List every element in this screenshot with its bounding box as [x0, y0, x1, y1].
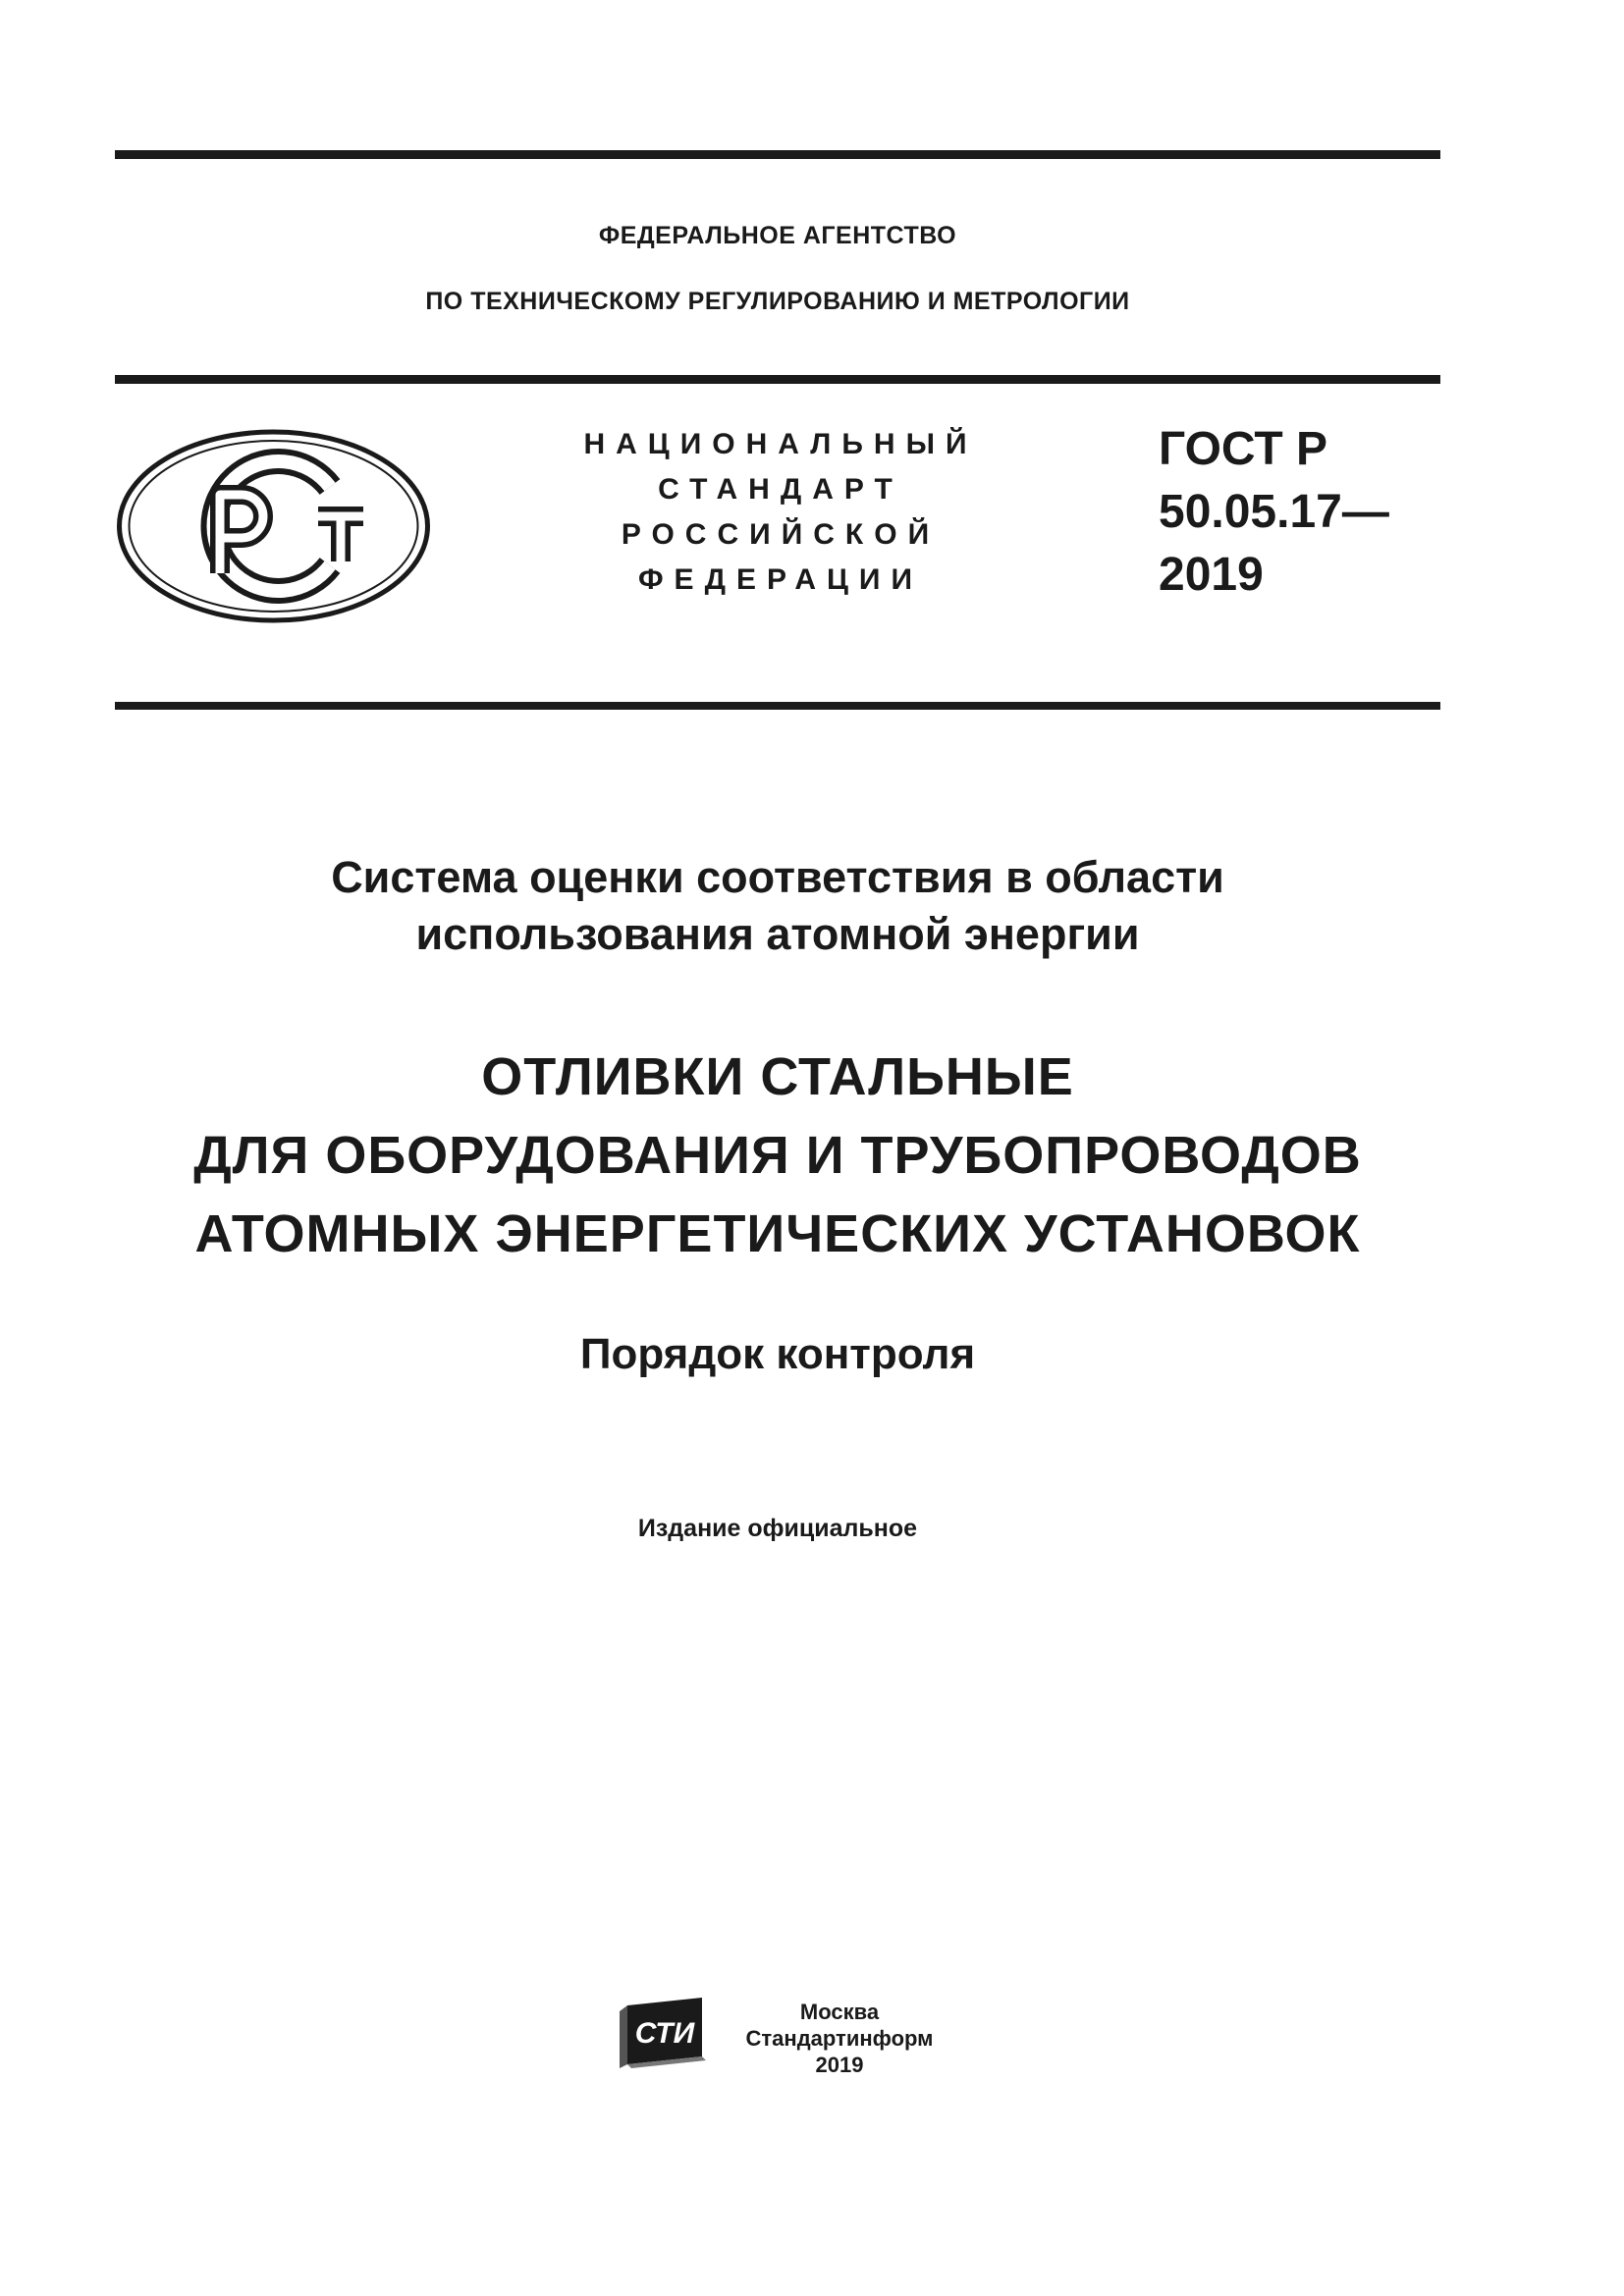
- top-rule: [115, 150, 1440, 159]
- standard-type-line3: РОССИЙСКОЙ: [621, 518, 941, 551]
- standard-designation: [1159, 418, 1389, 607]
- series-title: [0, 849, 1555, 963]
- series-title-line1: Система оценки соответствия в области: [331, 852, 1224, 902]
- document-title-line1: ОТЛИВКИ СТАЛЬНЫЕ: [481, 1047, 1074, 1106]
- standard-type-line1: НАЦИОНАЛЬНЫЙ: [583, 428, 978, 460]
- designation-line1: ГОСТ Р: [1159, 423, 1328, 475]
- document-title-line3: АТОМНЫХ ЭНЕРГЕТИЧЕСКИХ УСТАНОВОК: [194, 1204, 1361, 1263]
- standard-type: [560, 422, 1001, 603]
- standartinform-logo-icon: [616, 1992, 709, 2070]
- agency-name-line1: ФЕДЕРАЛЬНОЕ АГЕНТСТВО: [598, 222, 957, 249]
- svg-text:СТИ: СТИ: [634, 2017, 695, 2050]
- agency-name-line2: ПО ТЕХНИЧЕСКОМУ РЕГУЛИРОВАНИЮ И МЕТРОЛОГИИ: [425, 288, 1130, 315]
- header-rule: [115, 375, 1440, 384]
- edition-note: Издание официальное: [637, 1515, 918, 1542]
- series-title-line2: использования атомной энергии: [415, 909, 1140, 959]
- document-title-line2: ДЛЯ ОБОРУДОВАНИЯ И ТРУБОПРОВОДОВ: [193, 1126, 1362, 1185]
- publisher-city: Москва: [799, 2000, 880, 2024]
- standard-type-line4: ФЕДЕРАЦИИ: [637, 563, 924, 596]
- designation-line2: 50.05.17—: [1159, 486, 1389, 538]
- document-subtitle: Порядок контроля: [579, 1330, 976, 1378]
- designation-rule: [115, 702, 1440, 710]
- standard-type-line2: СТАНДАРТ: [658, 473, 903, 506]
- document-title: [0, 1038, 1555, 1273]
- publisher-year: 2019: [815, 2053, 864, 2077]
- designation-line3: 2019: [1159, 549, 1264, 601]
- publisher-info: [722, 1999, 957, 2078]
- publisher-name: Стандартинформ: [745, 2026, 934, 2051]
- rst-certification-mark-icon: [116, 428, 431, 624]
